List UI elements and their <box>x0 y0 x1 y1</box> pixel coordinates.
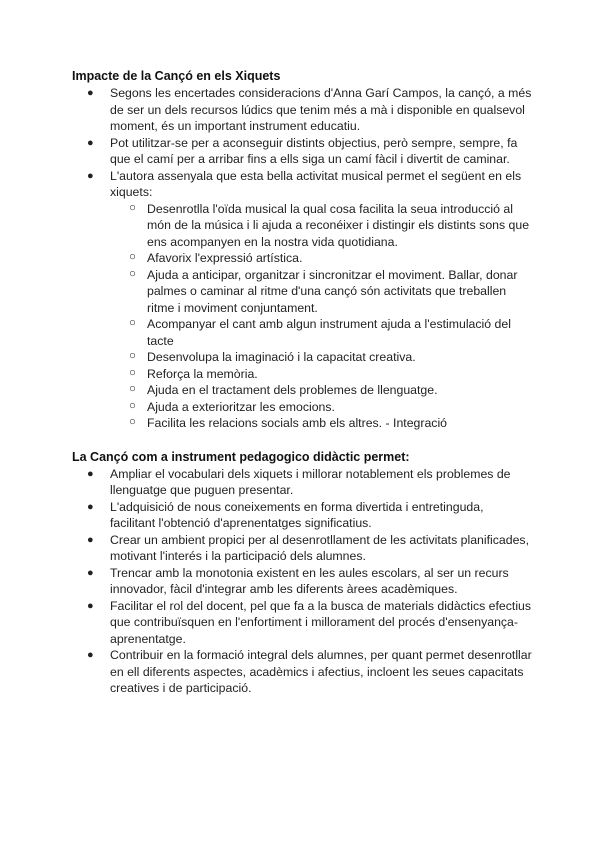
list-item: ● Ampliar el vocabulari dels xiquets i millorar notablement els problemes de llenguatge que puguen presentar. <box>87 466 511 497</box>
bullet-icon: ● <box>87 136 94 149</box>
circle-bullet-icon: ○ <box>129 416 136 428</box>
list-item: ● Pot utilitzar-se per a aconseguir distints objectius, però sempre, sempre, fa que el camí per a arribar fins a ells siga un camí fàcil i divertit de caminar. <box>87 135 518 166</box>
bullet-icon: ● <box>87 533 94 546</box>
sub-list-item: ○ Reforça la memòria. <box>129 366 258 381</box>
bullet-icon: ● <box>87 566 94 579</box>
list-item: ● Segons les encertades consideracions d'Anna Garí Campos, la cançó, a més de ser un dels recursos lúdics que tenim més a mà i disponible en qualsevol moment, és un important instrument educatiu. <box>87 86 532 133</box>
section-1-list <box>72 85 532 432</box>
sub-list-item: ○ Ajuda a anticipar, organitzar i sincronitzar el moviment. Ballar, donar palmes o caminar al ritme d'una cançó són activitats que treballen ritme i moviment conjuntament. <box>129 267 518 315</box>
bullet-icon: ● <box>87 599 94 612</box>
sub-list <box>110 201 532 432</box>
circle-bullet-icon: ○ <box>129 350 136 362</box>
bullet-icon: ● <box>87 500 94 513</box>
list-item: ● Contribuir en la formació integral dels alumnes, per quant permet desenrotllar en ell diferents aspectes, acadèmics i afectius, incloent les seues capacitats creatives i de participació. <box>87 648 532 695</box>
sub-list-item: ○ Afavorix l'expressió artística. <box>129 251 303 265</box>
sub-list-item: ○ Facilita les relacions socials amb els altres. - Integració <box>129 416 448 430</box>
list-item: ● L'autora assenyala que esta bella activitat musical permet el següent en els xiquets: ○ Desenrotlla l'oïda musical la qual cosa facilita la seua introducció al món de la música i li ajuda a reconéixer i distingir els distints sons que ens acompanyen en la nostra vida quotidiana. ○ Afavorix l'expressió artística. ○ Ajuda a anticipar, organitzar i sincronitzar el moviment. Ballar, donar palmes o caminar al ritme d'una cançó són activitats que treballen ritme i moviment conjuntament. ○ Acompanyar el cant amb algun instrument ajuda a l'estimulació del tacte ○ Desenvolupa la imaginació i la capacitat creativa. ○ Reforça la memòria. ○ Ajuda en el tractament dels problemes de llenguatge. ○ Ajuda a exterioritzar les emocions. ○ Facilita les relacions socials amb els altres. - Integració <box>72 168 532 432</box>
bullet-icon: ● <box>87 87 94 99</box>
bullet-icon: ● <box>87 169 94 182</box>
circle-bullet-icon: ○ <box>129 317 136 329</box>
sub-list-item: ○ Acompanyar el cant amb algun instrument ajuda a l'estimulació del tacte <box>129 317 511 348</box>
list-item: ● Trencar amb la monotonia existent en les aules escolars, al ser un recurs innovador, fàcil d'integrar amb les diferents àrees acadèmiques. <box>87 565 509 596</box>
sub-list-item: ○ Desenrotlla l'oïda musical la qual cosa facilita la seua introducció al món de la música i li ajuda a reconéixer i distingir els distints sons que ens acompanyen en la nostra vida quotidiana. <box>129 201 530 249</box>
circle-bullet-icon: ○ <box>129 267 136 280</box>
circle-bullet-icon: ○ <box>129 366 136 379</box>
list-item: ● Crear un ambient propici per al desenrotllament de les activitats planificades, motivant l'interés i la participació dels alumnes. <box>87 532 529 563</box>
sub-list-item: ○ Ajuda en el tractament dels problemes de llenguatge. <box>129 383 438 397</box>
section-1-heading: Impacte de la Cançó en els Xiquets <box>72 69 281 83</box>
section-2-heading: La Cançó com a instrument pedagogico didàctic permet: <box>72 449 410 464</box>
document-page <box>72 68 532 697</box>
sub-list-item: ○ Ajuda a exterioritzar les emocions. <box>129 399 335 414</box>
section-2-list <box>72 466 532 697</box>
bullet-icon: ● <box>87 467 94 480</box>
circle-bullet-icon: ○ <box>129 251 136 263</box>
list-item: ● Facilitar el rol del docent, pel que fa a la busca de materials didàctics efectius que contribuïsquen en l'enfortiment i millorament del procés d'ensenyança-aprenentatge. <box>87 598 532 646</box>
sub-list-item: ○ Desenvolupa la imaginació i la capacitat creativa. <box>129 350 416 364</box>
circle-bullet-icon: ○ <box>129 383 136 395</box>
circle-bullet-icon: ○ <box>129 399 136 412</box>
bullet-icon: ● <box>87 649 94 661</box>
circle-bullet-icon: ○ <box>129 201 136 214</box>
list-item: ● L'adquisició de nous coneixements en forma divertida i entretinguda, facilitant l'obtenció d'aprenentatges significatius. <box>87 499 484 530</box>
